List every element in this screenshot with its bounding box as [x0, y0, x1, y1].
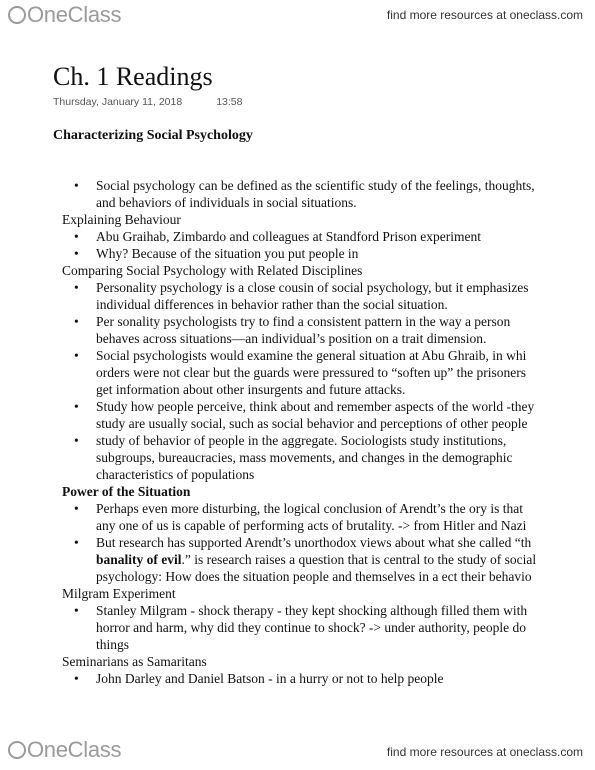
bullet-item: • Per sonality psychologists try to find a consistent pattern in the way a person — [62, 314, 595, 331]
oneclass-logo-top — [8, 2, 121, 28]
logo-circle-icon — [8, 6, 26, 24]
bullet-item: • Social psychologists would examine the general situation at Abu Ghraib, in whi — [62, 348, 595, 365]
bullet-item: • Perhaps even more disturbing, the logical conclusion of Arendt’s the ory is that — [62, 501, 595, 518]
logo-circle-icon — [8, 741, 26, 759]
bullet-item: • Study how people perceive, think about and remember aspects of the world -they — [62, 399, 595, 416]
subsection-heading: Milgram Experiment — [62, 586, 176, 601]
logo-text: OneClass — [27, 2, 122, 27]
page-date: Thursday, January 11, 2018 — [53, 96, 183, 108]
subsection-heading: Comparing Social Psychology with Related Disciplines — [62, 263, 363, 278]
find-more-link-bottom[interactable]: find more resources at oneclass.com — [386, 745, 583, 759]
subsection-heading: Seminarians as Samaritans — [62, 654, 207, 669]
find-more-link-top[interactable]: find more resources at oneclass.com — [386, 8, 583, 22]
bullet-item: • John Darley and Daniel Batson - in a hurry or not to help people — [62, 671, 595, 688]
subsection-heading: Explaining Behaviour — [62, 212, 181, 227]
logo-text: OneClass — [27, 737, 122, 762]
bullet-continuation — [62, 552, 595, 569]
bullet-item: • Abu Graihab, Zimbardo and colleagues at Standford Prison experiment — [62, 229, 595, 246]
bullet-item: • Why? Because of the situation you put people in — [62, 246, 595, 263]
bullet-continuation: psychology: How does the situation people and themselves in a ect their behavio — [96, 569, 532, 584]
bullet-continuation: individual differences in behavior rather than the social situation. — [96, 297, 448, 312]
page-time: 13:58 — [216, 96, 243, 108]
page-meta — [53, 96, 242, 108]
bullet-continuation: and behaviors of individuals in social situations. — [96, 195, 357, 210]
bullet-continuation: study are usually social, such as social behavior and perceptions of other people — [96, 416, 528, 431]
bullet-continuation: orders were not clear but the guards were pressured to “soften up” the prisoners — [96, 365, 526, 380]
bullet-item: • Social psychology can be defined as the scientific study of the feelings, thoughts, — [62, 178, 595, 195]
subsection-heading: Power of the Situation — [62, 484, 191, 499]
bullet-continuation: any one of us is capable of performing acts of brutality. -> from Hitler and Nazi — [96, 518, 527, 533]
page-title: Ch. 1 Readings — [53, 62, 213, 91]
bullet-item: • study of behavior of people in the aggregate. Sociologists study institutions, — [62, 433, 595, 450]
bullet-continuation: characteristics of populations — [96, 467, 255, 482]
bullet-continuation: horror and harm, why did they continue to shock? -> under authority, people do — [96, 620, 527, 635]
oneclass-logo-bottom — [8, 737, 121, 763]
section-heading: Characterizing Social Psychology — [53, 128, 253, 143]
bullet-continuation: subgroups, bureaucracies, mass movements, and changes in the demographic — [96, 450, 513, 465]
bullet-continuation: things — [96, 637, 130, 652]
bullet-continuation: get information about other insurgents and future attacks. — [96, 382, 406, 397]
bullet-item: • Personality psychology is a close cousin of social psychology, but it emphasizes — [62, 280, 595, 297]
notes-content — [62, 178, 595, 688]
bullet-item: • Stanley Milgram - shock therapy - they kept shocking although filled them with — [62, 603, 595, 620]
bold-term: banality of evil — [96, 552, 182, 567]
bullet-item: • But research has supported Arendt’s unorthodox views about what she called “th — [62, 535, 595, 552]
bullet-continuation: behaves across situations—an individual’s position on a trait dimension. — [96, 331, 487, 346]
line-text: .” is research raises a question that is central to the study of social — [181, 552, 537, 567]
